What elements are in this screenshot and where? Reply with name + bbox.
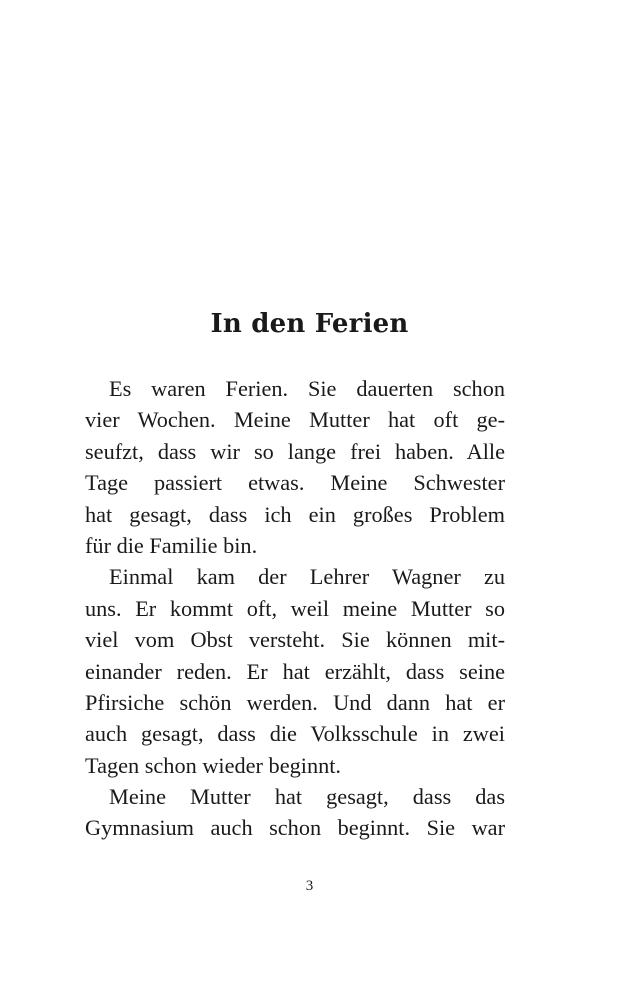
text-line: Meine Mutter hat gesagt, dass das (109, 784, 505, 810)
text-line: viel vom Obst versteht. Sie können mit- (85, 627, 505, 653)
text-line: Tage passiert etwas. Meine Schwester (85, 470, 505, 496)
page-number: 3 (305, 878, 314, 894)
text-line: Es waren Ferien. Sie dauerten schon (109, 376, 505, 401)
text-line: hat gesagt, dass ich ein großes Problem (85, 501, 505, 527)
body-text (85, 373, 505, 844)
text-line: Gymnasium auch schon beginnt. Sie war (85, 815, 505, 841)
text-line: Tagen schon wieder beginnt. (85, 752, 342, 778)
text-line: einander reden. Er hat erzählt, dass seine (85, 658, 505, 684)
text-line: Pfirsiche schön werden. Und dann hat er (85, 689, 505, 715)
chapter-title: In den Ferien (210, 309, 409, 339)
text-line: auch gesagt, dass die Volksschule in zwei (85, 721, 505, 747)
text-line: uns. Er kommt oft, weil meine Mutter so (85, 595, 505, 621)
text-line: seufzt, dass wir so lange frei haben. Alle (85, 438, 505, 464)
text-line: vier Wochen. Meine Mutter hat oft ge- (85, 407, 505, 433)
text-line: für die Familie bin. (85, 532, 258, 558)
text-line: Einmal kam der Lehrer Wagner zu (109, 564, 505, 590)
